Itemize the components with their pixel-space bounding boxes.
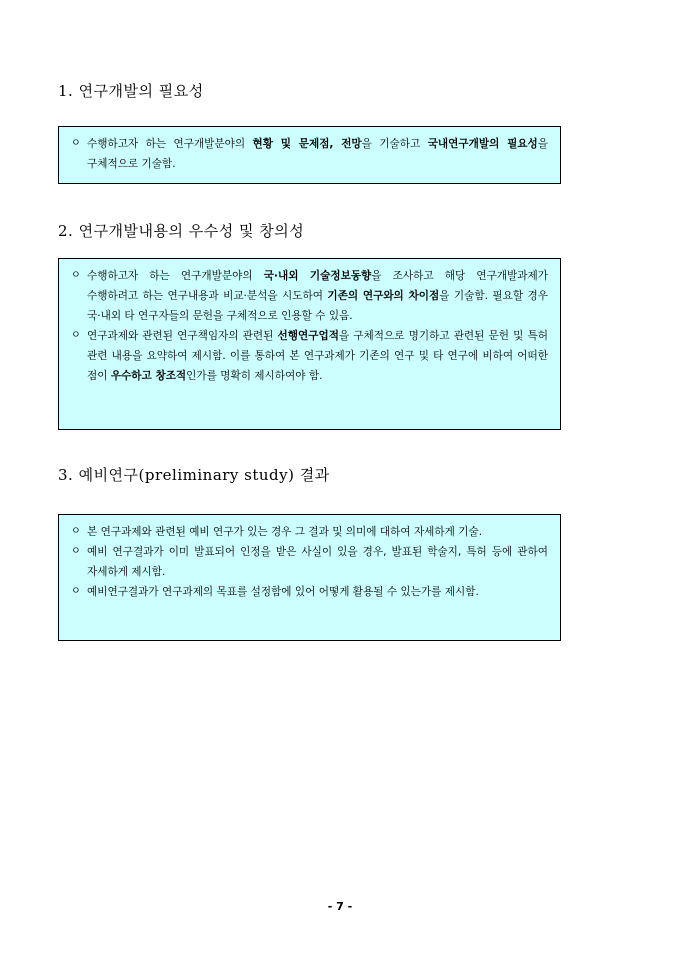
section-1-item-1-text: [87, 134, 548, 174]
section-2-item-2: [71, 326, 548, 386]
section-3-item-1-text: [87, 522, 548, 542]
section-3-item-3-text: [87, 582, 548, 602]
bullet-icon: ㅇ: [71, 546, 81, 557]
section-2-heading: 2. 연구개발내용의 우수성 및 창의성: [58, 222, 305, 240]
section-3-item-1: [71, 522, 548, 542]
body-text: 본 연구과제와 관련된 예비 연구가 있는 경우 그 결과 및 의미에 대하여 자세하게 기술.: [87, 526, 483, 538]
emphasis-text: 기존의 연구와의 차이점: [327, 290, 440, 302]
bullet-icon: ㅇ: [71, 270, 81, 281]
section-1-heading: 1. 연구개발의 필요성: [58, 82, 204, 100]
bullet-icon: ㅇ: [71, 330, 81, 341]
section-3-item-2-text: [87, 542, 548, 582]
body-text: 을 기술함. 필요할 경우 국·내외 타 연구자들의 문헌을 구체적으로 인용할 수 있음.: [87, 290, 548, 322]
section-1-item-1: [71, 134, 548, 174]
section-2-box: [58, 258, 561, 430]
body-text: 수행하고자 하는 연구개발분야의: [87, 138, 253, 150]
body-text: 예비 연구결과가 이미 발표되어 인정을 받은 사실이 있을 경우, 발표된 학술지, 특허 등에 관하여 자세하게 제시함.: [87, 546, 548, 578]
bullet-icon: ㅇ: [71, 526, 81, 537]
section-3-box: [58, 514, 561, 641]
body-text: 인가를 명확히 제시하여야 함.: [186, 370, 323, 382]
body-text: 수행하고자 하는 연구개발분야의: [87, 270, 264, 282]
body-text: 연구과제와 관련된 연구책임자의 관련된: [87, 330, 278, 342]
body-text: 을 기술하고: [361, 138, 428, 150]
body-text: 을 구체적으로 명기하고 관련된 문헌 및 특허 관련 내용을 요약하여 제시함. 이를 통하여 본 연구과제가 기존의 연구 및 타 연구에 비하여 어떠한 점이: [87, 330, 548, 382]
section-2-item-2-text: [87, 326, 548, 386]
section-3-item-2: [71, 542, 548, 582]
section-3-heading: 3. 예비연구(preliminary study) 결과: [58, 466, 330, 484]
emphasis-text: 현황 및 문제점, 전망: [252, 138, 362, 150]
body-text: 을 구체적으로 기술함.: [87, 138, 548, 170]
section-2-item-1: [71, 266, 548, 326]
body-text: 을 조사하고 해당 연구개발과제가 수행하려고 하는 연구내용과 비교·분석을 시도하여: [87, 270, 548, 302]
emphasis-text: 선행연구업적: [277, 330, 339, 342]
emphasis-text: 국·내외 기술정보동향: [263, 270, 372, 282]
section-3-item-3: [71, 582, 548, 602]
body-text: 예비연구결과가 연구과제의 목표를 설정함에 있어 어떻게 활용될 수 있는가를 제시함.: [87, 586, 479, 598]
section-1-box: [58, 126, 561, 184]
emphasis-text: 우수하고 창조적: [110, 370, 187, 382]
emphasis-text: 국내연구개발의 필요성: [427, 138, 538, 150]
bullet-icon: ㅇ: [71, 138, 81, 149]
bullet-icon: ㅇ: [71, 586, 81, 597]
section-2-item-1-text: [87, 266, 548, 326]
page-number: - 7 -: [327, 900, 353, 913]
